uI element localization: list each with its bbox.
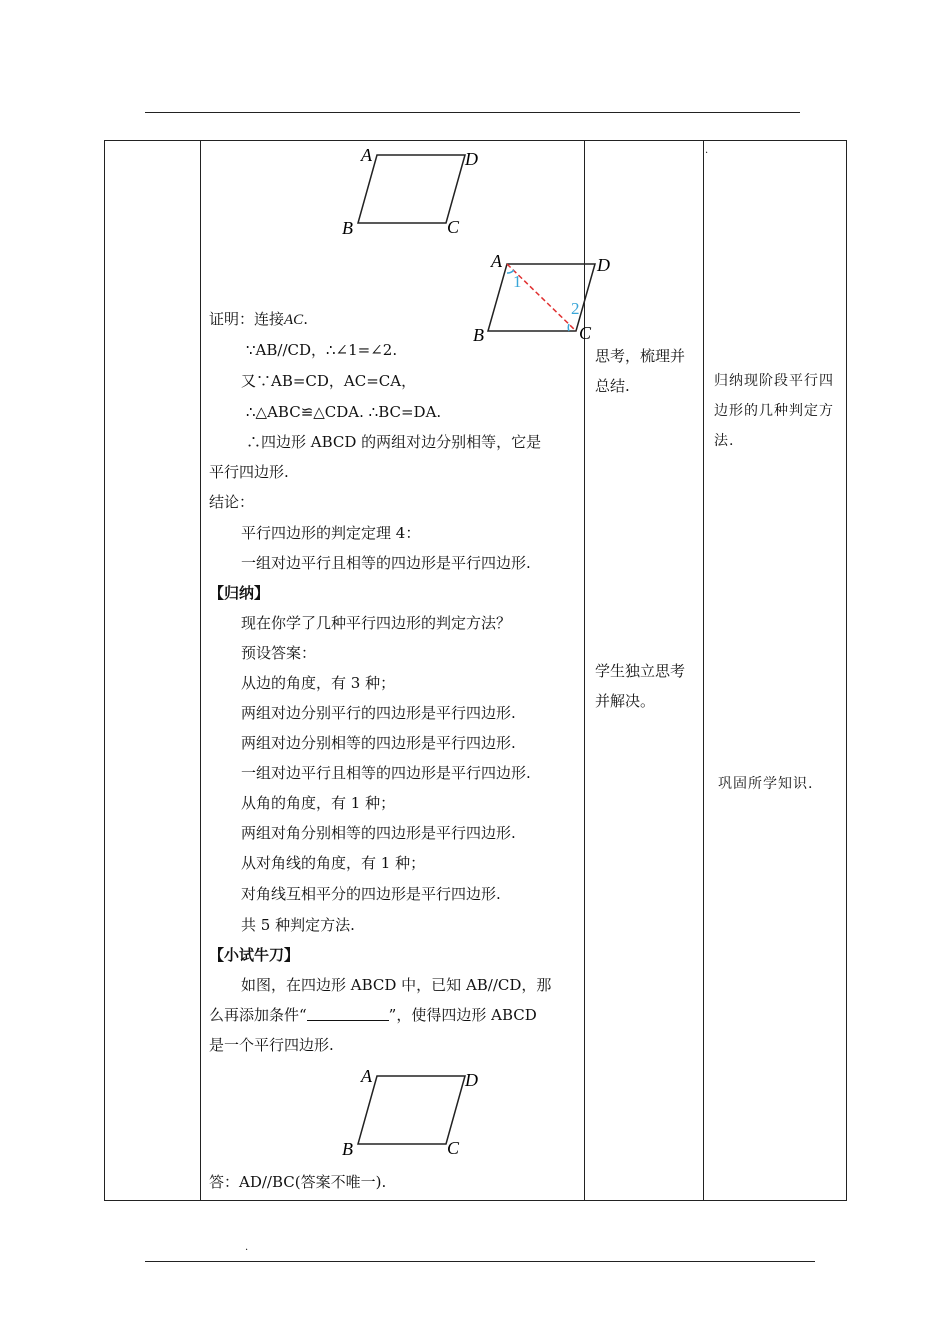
summary-question: 现在你学了几种平行四边形的判定方法？: [241, 614, 512, 632]
summary-item: 共 5 种判定方法.: [241, 916, 355, 934]
summary-item: 两组对边分别相等的四边形是平行四边形.: [241, 734, 516, 752]
label-d: D: [597, 255, 610, 275]
label-b: B: [342, 1139, 353, 1159]
stray-dot: .: [705, 145, 709, 156]
footer-rule: [145, 1261, 815, 1262]
angle-1-label: 1: [513, 272, 522, 291]
label-c: C: [447, 217, 460, 237]
stage-cell: [105, 141, 201, 1201]
label-a: A: [491, 251, 502, 271]
proof-line-6: 平行四边形.: [209, 463, 289, 481]
summary-item: 两组对角分别相等的四边形是平行四边形.: [241, 824, 516, 842]
summary-item: 从角的角度，有 1 种；: [241, 794, 396, 812]
proof-line-2: ∵AB//CD，∴∠1=∠2.: [246, 341, 398, 359]
label-a: A: [361, 1066, 372, 1086]
design-intent-a: 归纳现阶段平行四边形的几种判定方法.: [714, 373, 834, 449]
proof-line-1: 证明：连接AC.: [209, 310, 308, 328]
summary-item: 从对角线的角度，有 1 种；: [241, 854, 426, 872]
student-activity-b: 学生独立思考并解决。: [595, 662, 686, 710]
label-b: B: [342, 218, 353, 238]
label-d: D: [465, 149, 478, 169]
label-b: B: [473, 325, 484, 341]
summary-item: 一组对边平行且相等的四边形是平行四边形.: [241, 764, 531, 782]
header-rule: [145, 112, 800, 113]
summary-item: 两组对边分别平行的四边形是平行四边形.: [241, 704, 516, 722]
label-c: C: [447, 1138, 460, 1158]
exercise-line-1: 如图，在四边形 ABCD 中，已知 AB//CD，那: [241, 976, 552, 994]
angle-2-arc: [568, 324, 569, 331]
exercise-heading: 【小试牛刀】: [209, 946, 300, 964]
conclusion-label: 结论：: [209, 493, 255, 511]
theorem-title: 平行四边形的判定定理 4：: [241, 524, 421, 542]
label-c: C: [579, 323, 592, 341]
student-activity-a: 思考，梳理并总结.: [595, 347, 686, 395]
parallelogram-figure-3: [341, 1064, 491, 1159]
exercise-answer: 答：AD//BC(答案不唯一).: [209, 1173, 387, 1191]
theorem-statement: 一组对边平行且相等的四边形是平行四边形.: [241, 554, 531, 572]
student-activity-cell: [585, 141, 704, 1201]
proof-line-5: ∴四边形 ABCD 的两组对边分别相等，它是: [246, 433, 542, 451]
exercise-line-3: 是一个平行四边形.: [209, 1036, 334, 1054]
parallelogram-figure-1: [341, 143, 491, 238]
lesson-table: [104, 140, 847, 1201]
angle-2-label: 2: [571, 299, 580, 318]
stray-dot: .: [245, 1242, 249, 1253]
summary-item: 从边的角度，有 3 种；: [241, 674, 396, 692]
proof-line-4: ∴△ABC≌△CDA. ∴BC=DA.: [246, 403, 442, 421]
summary-item: 对角线互相平分的四边形是平行四边形.: [241, 885, 501, 903]
label-a: A: [361, 145, 372, 165]
label-d: D: [465, 1070, 478, 1090]
exercise-line-2: 么再添加条件“ ”，使得四边形 ABCD: [209, 1006, 537, 1024]
teaching-content-cell: [201, 141, 610, 1201]
design-intent-b: 巩固所学知识.: [718, 776, 814, 792]
proof-line-3: 又∵AB=CD，AC=CA，: [241, 372, 417, 390]
summary-preset: 预设答案：: [241, 644, 317, 662]
summary-heading: 【归纳】: [209, 584, 270, 602]
design-intent-cell: [704, 141, 847, 1201]
answer-blank[interactable]: [307, 1006, 389, 1021]
